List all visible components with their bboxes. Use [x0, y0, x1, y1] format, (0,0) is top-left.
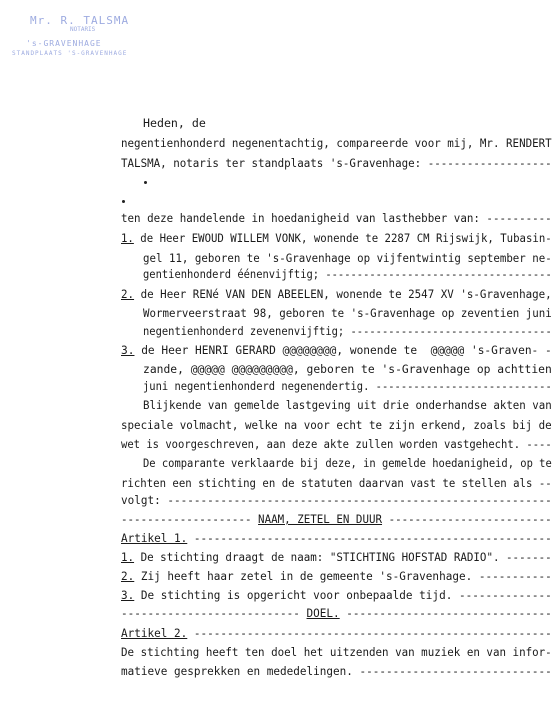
- section-heading: --------------------------- DOEL. -------------------------------: [121, 606, 552, 620]
- text-line: negentienhonderd negenentachtig, compareerde voor mij, Mr. RENDERT: [121, 136, 552, 150]
- text-line: Heden, de: [143, 116, 206, 130]
- text-line: 2. Zij heeft haar zetel in de gemeente 's-Gravenhage. -----------: [121, 569, 552, 583]
- stamp-line-title: NOTARIS: [70, 26, 96, 33]
- text-line: Blijkende van gemelde lastgeving uit drie onderhandse akten van: [143, 398, 552, 412]
- text-line: wet is voorgeschreven, aan deze akte zullen worden vastgehecht. ----: [121, 437, 552, 451]
- stamp-line-standplaats: STANDPLAATS 'S-GRAVENHAGE: [12, 50, 128, 57]
- bullet-dot: [122, 200, 125, 203]
- bullet-dot: [144, 181, 147, 184]
- text-line: De comparante verklaarde bij deze, in gemelde hoedanigheid, op te: [143, 456, 552, 470]
- text-line: 3. de Heer HENRI GERARD @@@@@@@@, wonende te @@@@@ 's-Graven- -: [121, 343, 552, 357]
- article-heading: Artikel 1. ------------------------------------------------------: [121, 531, 552, 545]
- notary-stamp: [8, 12, 143, 67]
- text-line: speciale volmacht, welke na voor echt te zijn erkend, zoals bij de: [121, 418, 552, 432]
- section-heading: -------------------- NAAM, ZETEL EN DUUR -------------------------: [121, 512, 552, 526]
- text-line: gel 11, geboren te 's-Gravenhage op vijfentwintig september ne-: [143, 251, 552, 265]
- text-line: 1. de Heer EWOUD WILLEM VONK, wonende te 2287 CM Rijswijk, Tubasin-: [121, 231, 552, 245]
- text-line: 3. De stichting is opgericht voor onbepaalde tijd. --------------: [121, 588, 552, 602]
- text-line: gentienhonderd éénenvijftig; ------------------------------------: [143, 267, 552, 281]
- text-line: TALSMA, notaris ter standplaats 's-Gravenhage: -------------------: [121, 156, 552, 170]
- text-line: ten deze handelende in hoedanigheid van lasthebber van: ----------: [121, 211, 552, 225]
- article-heading: Artikel 2. ------------------------------------------------------: [121, 626, 552, 640]
- text-line: volgt: ----------------------------------------------------------: [121, 493, 552, 507]
- text-line: matieve gesprekken en mededelingen. -----------------------------: [121, 664, 552, 678]
- text-line: negentienhonderd zevenenvijftig; --------------------------------: [143, 324, 552, 338]
- text-line: Wormerveerstraat 98, geboren te 's-Gravenhage op zeventien juni: [143, 306, 552, 320]
- stamp-line-city: 's-GRAVENHAGE: [26, 39, 102, 48]
- text-line: zande, @@@@@ @@@@@@@@@, geboren te 's-Gravenhage op achttien: [143, 362, 552, 376]
- text-line: 2. de Heer RENé VAN DEN ABEELEN, wonende te 2547 XV 's-Gravenhage,: [121, 287, 552, 301]
- text-line: juni negentienhonderd negenendertig. ----------------------------: [143, 379, 552, 393]
- text-line: De stichting heeft ten doel het uitzenden van muziek en van infor-: [121, 645, 552, 659]
- text-line: 1. De stichting draagt de naam: "STICHTING HOFSTAD RADIO". -------: [121, 550, 552, 564]
- stamp-line-name: Mr. R. TALSMA: [30, 14, 130, 27]
- text-line: richten een stichting en de statuten daarvan vast te stellen als --: [121, 476, 552, 490]
